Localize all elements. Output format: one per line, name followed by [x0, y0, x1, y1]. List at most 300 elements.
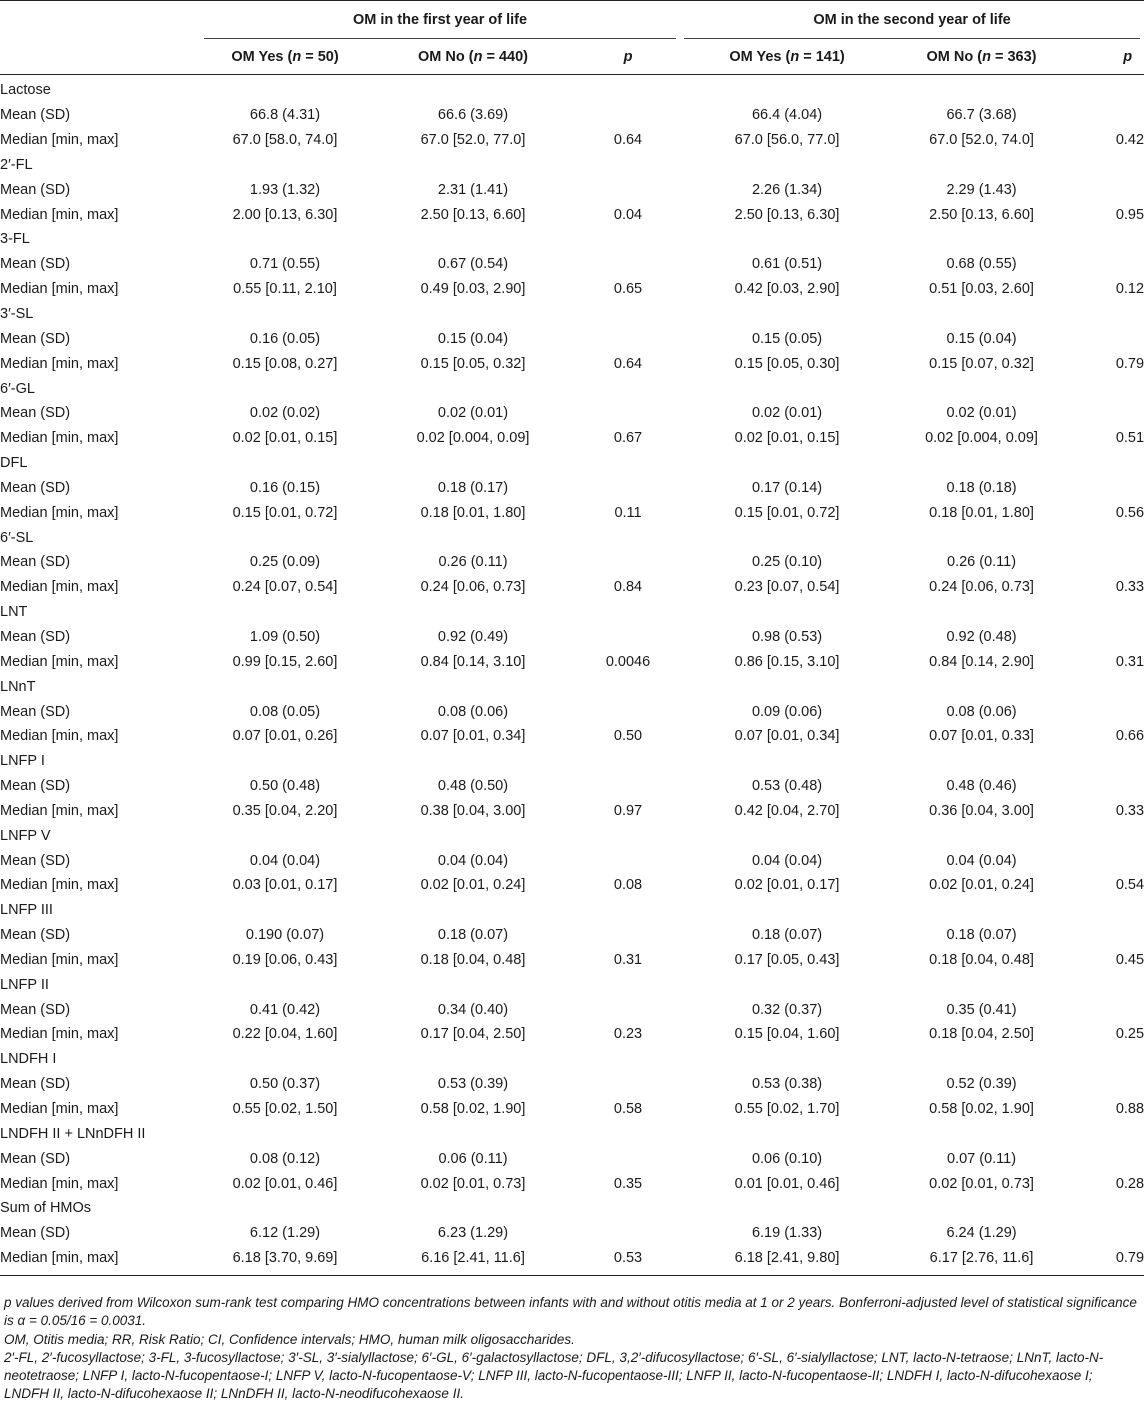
cell-p-year1: 0.35 — [613, 1175, 643, 1192]
mean-label: Mean (SD) — [0, 107, 71, 124]
cell-om-yes-year1: 67.0 [58.0, 74.0] — [232, 132, 338, 149]
cell-p-year2 — [1069, 177, 1144, 202]
cell-om-no-year1: 0.48 (0.50) — [437, 778, 509, 795]
median-label: Median [min, max] — [0, 1101, 119, 1118]
col-header-om-yes-1: OM Yes (n = 50) — [231, 48, 339, 65]
table-row — [0, 75, 1144, 103]
cell-om-yes-year1: 0.08 (0.05) — [249, 703, 321, 720]
cell-om-no-year2: 0.18 (0.07) — [946, 927, 1017, 944]
table-row — [0, 873, 1144, 898]
cell-om-yes-year2: 0.04 (0.04) — [751, 852, 823, 869]
cell-om-yes-year2: 0.15 [0.05, 0.30] — [734, 355, 840, 372]
cell-om-no-year1: 0.67 (0.54) — [437, 256, 509, 273]
cell-om-no-year2: 0.26 (0.11) — [947, 554, 1017, 571]
cell-p-year1: 0.11 — [614, 504, 642, 521]
table-row — [0, 128, 1144, 153]
table-row — [0, 302, 1144, 327]
mean-label: Mean (SD) — [0, 1150, 71, 1167]
table-row — [0, 1196, 1144, 1221]
cell-p-year1 — [576, 252, 680, 277]
col-header-om-no-2: OM No (n = 363) — [926, 48, 1037, 65]
cell-om-yes-year2: 0.07 [0.01, 0.34] — [734, 728, 840, 745]
cell-om-yes-year2: 0.15 (0.05) — [751, 330, 823, 347]
cell-om-yes-year2: 0.15 [0.01, 0.72] — [734, 504, 840, 521]
cell-p-year1: 0.58 — [613, 1101, 643, 1118]
table-row — [0, 1121, 1144, 1146]
cell-om-no-year1: 0.02 [0.004, 0.09] — [416, 430, 530, 447]
cell-om-no-year2: 6.17 [2.76, 11.6] — [894, 1246, 1069, 1275]
cell-om-no-year1: 0.38 [0.04, 3.00] — [420, 802, 526, 819]
cell-p-year1: 0.08 — [613, 877, 643, 894]
header-blank-2 — [0, 39, 200, 75]
cell-p-year2 — [1069, 1146, 1144, 1171]
table-row — [0, 1072, 1144, 1097]
cell-p-year2 — [1069, 103, 1144, 128]
table-row — [0, 1246, 1144, 1275]
cell-om-yes-year2: 2.50 [0.13, 6.30] — [734, 206, 840, 223]
cell-p-year2 — [1069, 699, 1144, 724]
cell-p-year2 — [1069, 848, 1144, 873]
table-row — [0, 649, 1144, 674]
table-body — [0, 75, 1144, 1276]
cell-om-no-year2: 0.18 [0.04, 0.48] — [929, 951, 1034, 968]
analyte-name: 3-FL — [0, 231, 30, 248]
table-row — [0, 277, 1144, 302]
cell-p-year1: 0.50 — [613, 728, 643, 745]
median-label: Median [min, max] — [0, 653, 119, 670]
cell-p-year2: 0.88 — [1115, 1101, 1144, 1118]
cell-p-year1 — [576, 625, 680, 650]
cell-p-year2: 0.28 — [1115, 1175, 1144, 1192]
cell-om-yes-year1: 0.02 (0.02) — [249, 405, 321, 422]
median-label: Median [min, max] — [0, 1246, 200, 1275]
cell-om-yes-year2: 0.18 (0.07) — [751, 927, 823, 944]
cell-p-year1: 0.65 — [613, 281, 643, 298]
cell-om-yes-year1: 6.18 [3.70, 9.69] — [200, 1246, 370, 1275]
median-label: Median [min, max] — [0, 206, 119, 223]
mean-label: Mean (SD) — [0, 405, 71, 422]
median-label: Median [min, max] — [0, 802, 119, 819]
table-row — [0, 1171, 1144, 1196]
cell-om-yes-year2: 0.01 [0.01, 0.46] — [734, 1175, 840, 1192]
cell-om-yes-year1: 0.15 [0.01, 0.72] — [232, 504, 338, 521]
cell-om-no-year1: 0.53 (0.39) — [437, 1076, 509, 1093]
cell-p-year2 — [1069, 326, 1144, 351]
mean-label: Mean (SD) — [0, 181, 71, 198]
cell-p-year2 — [1069, 401, 1144, 426]
cell-om-yes-year1: 2.00 [0.13, 6.30] — [232, 206, 338, 223]
cell-p-year2: 0.56 — [1115, 504, 1144, 521]
cell-om-yes-year2: 0.06 (0.10) — [751, 1150, 823, 1167]
mean-label: Mean (SD) — [0, 256, 71, 273]
footnote-hmo-definitions: 2′-FL, 2′-fucosyllactose; 3-FL, 3-fucosyllactose; 3′-SL, 3′-sialyllactose; 6′-GL, 6′-galactosyllactose; DFL, 3,2′-difucosyllactose; 6′-SL, 6′-sialyllactose; LNT, lacto-N-tetraose; LNnT, lacto-N-neotetraose; LNFP I, lacto-N-fucopentaose-I; LNFP V, lacto-N-fucopentaose-V; LNFP III, lacto-N-fucopentaose-III; LNFP II, lacto-N-fucopentaose-II; LNDFH I, lacto-N-difucohexaose I; LNDFH II, lacto-N-difucohexaose II; LNnDFH II, lacto-N-neodifucohexaose II. — [4, 1349, 1104, 1402]
cell-p-year1 — [576, 699, 680, 724]
table-row — [0, 1221, 1144, 1246]
cell-om-no-year2: 0.18 [0.04, 2.50] — [929, 1026, 1034, 1043]
cell-p-year2: 0.66 — [1115, 728, 1144, 745]
cell-om-no-year1: 0.49 [0.03, 2.90] — [420, 281, 526, 298]
cell-om-yes-year2: 6.18 [2.41, 9.80] — [680, 1246, 894, 1275]
table-row — [0, 923, 1144, 948]
table-row — [0, 823, 1144, 848]
cell-om-no-year1: 66.6 (3.69) — [437, 107, 509, 124]
median-label: Median [min, max] — [0, 281, 119, 298]
cell-p-year2 — [1069, 625, 1144, 650]
cell-p-year1: 0.31 — [613, 951, 643, 968]
analyte-name: LNFP V — [0, 827, 51, 844]
table-row — [0, 600, 1144, 625]
cell-om-no-year2: 0.08 (0.06) — [946, 703, 1017, 720]
table-row — [0, 724, 1144, 749]
cell-p-year2 — [1069, 550, 1144, 575]
cell-p-year2 — [1069, 774, 1144, 799]
table-row — [0, 525, 1144, 550]
table-row — [0, 972, 1144, 997]
table-row — [0, 1097, 1144, 1122]
cell-p-year1 — [576, 1146, 680, 1171]
cell-om-no-year1: 0.02 (0.01) — [437, 405, 509, 422]
analyte-name: 3′-SL — [0, 306, 34, 323]
cell-om-yes-year1: 1.09 (0.50) — [249, 628, 321, 645]
cell-p-year1 — [576, 326, 680, 351]
cell-p-year2: 0.12 — [1115, 281, 1144, 298]
analyte-name: LNDFH I — [0, 1051, 57, 1068]
cell-p-year1: 0.53 — [576, 1246, 680, 1275]
cell-om-no-year2: 0.18 [0.01, 1.80] — [929, 504, 1034, 521]
group-header-second-year: OM in the second year of life — [680, 1, 1144, 40]
table-row — [0, 1022, 1144, 1047]
table-row — [0, 898, 1144, 923]
cell-om-yes-year1: 0.03 [0.01, 0.17] — [232, 877, 338, 894]
mean-label: Mean (SD) — [0, 778, 71, 795]
cell-om-yes-year1: 6.12 (1.29) — [249, 1225, 321, 1242]
analyte-name: DFL — [0, 455, 28, 472]
cell-p-year1 — [576, 774, 680, 799]
cell-p-year2 — [1069, 476, 1144, 501]
mean-label: Mean (SD) — [0, 628, 71, 645]
cell-om-yes-year2: 0.86 [0.15, 3.10] — [734, 653, 840, 670]
median-label: Median [min, max] — [0, 1175, 119, 1192]
cell-p-year1: 0.84 — [613, 579, 643, 596]
cell-om-no-year2: 0.36 [0.04, 3.00] — [929, 802, 1034, 819]
col-header-om-yes-2: OM Yes (n = 141) — [729, 48, 845, 65]
cell-p-year2 — [1069, 1072, 1144, 1097]
table-row — [0, 699, 1144, 724]
cell-p-year1: 0.64 — [613, 355, 643, 372]
mean-label: Mean (SD) — [0, 479, 71, 496]
cell-om-no-year1: 0.24 [0.06, 0.73] — [420, 579, 526, 596]
cell-om-no-year2: 2.50 [0.13, 6.60] — [929, 206, 1034, 223]
cell-om-yes-year2: 2.26 (1.34) — [751, 181, 823, 198]
cell-om-no-year1: 67.0 [52.0, 77.0] — [420, 132, 526, 149]
mean-label: Mean (SD) — [0, 927, 71, 944]
cell-om-no-year2: 0.24 [0.06, 0.73] — [929, 579, 1034, 596]
table-row — [0, 476, 1144, 501]
footnote-p-values: p values derived from Wilcoxon sum-rank test comparing HMO concentrations between infants with and without otitis media at 1 or 2 years. Bonferroni-adjusted level of statistical significance is α = 0.05/16 = 0.0031. — [4, 1295, 1137, 1329]
cell-om-no-year1: 2.31 (1.41) — [437, 181, 509, 198]
analyte-name: Lactose — [0, 82, 51, 99]
cell-om-no-year1: 0.26 (0.11) — [438, 554, 508, 571]
analyte-name: 2′-FL — [0, 156, 33, 173]
mean-label: Mean (SD) — [0, 554, 71, 571]
cell-om-yes-year1: 0.71 (0.55) — [249, 256, 321, 273]
table-row — [0, 103, 1144, 128]
cell-p-year1: 0.04 — [613, 206, 643, 223]
mean-label: Mean (SD) — [0, 1001, 71, 1018]
cell-om-no-year1: 0.15 [0.05, 0.32] — [420, 355, 526, 372]
median-label: Median [min, max] — [0, 728, 119, 745]
cell-p-year1: 0.0046 — [605, 653, 651, 670]
analyte-name: LNFP I — [0, 753, 45, 770]
cell-p-year2: 0.54 — [1115, 877, 1144, 894]
cell-om-no-year2: 0.35 (0.41) — [946, 1001, 1017, 1018]
table-footnotes — [4, 1294, 1140, 1404]
group-header-first-year: OM in the first year of life — [200, 1, 680, 40]
cell-om-no-year2: 2.29 (1.43) — [946, 181, 1017, 198]
cell-p-year1 — [576, 997, 680, 1022]
cell-p-year1 — [576, 923, 680, 948]
cell-p-year2: 0.79 — [1069, 1246, 1144, 1275]
cell-om-yes-year1: 0.15 [0.08, 0.27] — [232, 355, 338, 372]
cell-om-no-year2: 6.24 (1.29) — [946, 1225, 1017, 1242]
cell-om-no-year2: 67.0 [52.0, 74.0] — [929, 132, 1034, 149]
median-label: Median [min, max] — [0, 579, 119, 596]
col-header-p-1: p — [623, 48, 633, 65]
cell-p-year2 — [1069, 923, 1144, 948]
cell-om-no-year2: 66.7 (3.68) — [946, 107, 1017, 124]
cell-om-yes-year2: 0.09 (0.06) — [751, 703, 823, 720]
cell-om-no-year1: 0.02 [0.01, 0.73] — [420, 1175, 526, 1192]
table-row — [0, 749, 1144, 774]
analyte-name: LNFP II — [0, 976, 49, 993]
cell-om-yes-year1: 0.19 [0.06, 0.43] — [232, 951, 338, 968]
cell-om-no-year2: 0.92 (0.48) — [946, 628, 1017, 645]
cell-om-no-year1: 0.18 [0.04, 0.48] — [420, 951, 526, 968]
cell-om-yes-year2: 0.53 (0.48) — [751, 778, 823, 795]
cell-om-no-year1: 2.50 [0.13, 6.60] — [420, 206, 526, 223]
cell-om-no-year1: 0.58 [0.02, 1.90] — [420, 1101, 526, 1118]
table-row — [0, 1146, 1144, 1171]
cell-p-year2: 0.42 — [1115, 132, 1144, 149]
cell-om-no-year1: 0.18 [0.01, 1.80] — [420, 504, 526, 521]
cell-om-yes-year1: 0.35 [0.04, 2.20] — [232, 802, 338, 819]
cell-om-no-year1: 0.34 (0.40) — [437, 1001, 509, 1018]
cell-p-year1: 0.97 — [613, 802, 643, 819]
cell-om-yes-year2: 0.55 [0.02, 1.70] — [734, 1101, 840, 1118]
cell-om-yes-year2: 0.02 [0.01, 0.15] — [734, 430, 840, 447]
cell-om-no-year2: 0.58 [0.02, 1.90] — [929, 1101, 1034, 1118]
cell-om-yes-year1: 1.93 (1.32) — [249, 181, 321, 198]
median-label: Median [min, max] — [0, 355, 119, 372]
cell-om-no-year2: 0.52 (0.39) — [946, 1076, 1017, 1093]
cell-om-yes-year1: 66.8 (4.31) — [249, 107, 321, 124]
median-label: Median [min, max] — [0, 430, 119, 447]
cell-p-year2 — [1069, 1221, 1144, 1246]
cell-p-year2 — [1069, 252, 1144, 277]
table-row — [0, 202, 1144, 227]
table-row — [0, 575, 1144, 600]
median-label: Median [min, max] — [0, 132, 119, 149]
cell-p-year2: 0.51 — [1115, 430, 1144, 447]
cell-om-no-year1: 0.08 (0.06) — [437, 703, 509, 720]
mean-label: Mean (SD) — [0, 852, 71, 869]
cell-p-year2: 0.33 — [1115, 579, 1144, 596]
cell-p-year1 — [576, 476, 680, 501]
table-row — [0, 177, 1144, 202]
cell-om-no-year1: 6.23 (1.29) — [437, 1225, 509, 1242]
cell-p-year2: 0.95 — [1115, 206, 1144, 223]
cell-om-yes-year2: 0.98 (0.53) — [751, 628, 823, 645]
cell-om-yes-year2: 0.17 [0.05, 0.43] — [734, 951, 840, 968]
cell-om-yes-year1: 0.41 (0.42) — [249, 1001, 321, 1018]
table-row — [0, 426, 1144, 451]
cell-om-yes-year1: 0.55 [0.02, 1.50] — [232, 1101, 338, 1118]
cell-om-yes-year2: 6.19 (1.33) — [751, 1225, 823, 1242]
footnote-abbreviations: OM, Otitis media; RR, Risk Ratio; CI, Confidence intervals; HMO, human milk oligosaccharides. — [4, 1331, 575, 1347]
table-row — [0, 948, 1144, 973]
cell-om-yes-year2: 0.15 [0.04, 1.60] — [734, 1026, 840, 1043]
cell-om-yes-year2: 0.02 [0.01, 0.17] — [734, 877, 840, 894]
table-row — [0, 798, 1144, 823]
cell-om-yes-year1: 0.24 [0.07, 0.54] — [232, 579, 338, 596]
table-row — [0, 500, 1144, 525]
cell-om-yes-year2: 0.17 (0.14) — [751, 479, 823, 496]
cell-om-yes-year1: 0.99 [0.15, 2.60] — [232, 653, 338, 670]
cell-om-no-year1: 0.84 [0.14, 3.10] — [420, 653, 526, 670]
table-row — [0, 227, 1144, 252]
cell-om-yes-year2: 0.25 (0.10) — [751, 554, 823, 571]
cell-p-year1 — [576, 1072, 680, 1097]
cell-p-year1: 0.64 — [613, 132, 643, 149]
cell-om-yes-year2: 66.4 (4.04) — [751, 107, 823, 124]
table-row — [0, 376, 1144, 401]
cell-om-no-year1: 0.02 [0.01, 0.24] — [420, 877, 526, 894]
cell-p-year2: 0.31 — [1115, 653, 1144, 670]
cell-om-yes-year1: 0.50 (0.48) — [249, 778, 321, 795]
cell-om-yes-year1: 0.50 (0.37) — [249, 1076, 321, 1093]
table-row — [0, 1047, 1144, 1072]
median-label: Median [min, max] — [0, 504, 119, 521]
table-row — [0, 774, 1144, 799]
cell-om-yes-year1: 0.190 (0.07) — [245, 927, 325, 944]
cell-om-no-year2: 0.68 (0.55) — [946, 256, 1017, 273]
cell-om-no-year2: 0.07 [0.01, 0.33] — [929, 728, 1034, 745]
mean-label: Mean (SD) — [0, 1225, 71, 1242]
cell-p-year1: 0.23 — [613, 1026, 643, 1043]
cell-om-yes-year1: 0.16 (0.15) — [249, 479, 321, 496]
cell-p-year2: 0.45 — [1115, 951, 1144, 968]
median-label: Median [min, max] — [0, 951, 119, 968]
cell-om-no-year1: 0.04 (0.04) — [437, 852, 509, 869]
cell-om-no-year2: 0.15 [0.07, 0.32] — [929, 355, 1034, 372]
cell-om-yes-year2: 0.53 (0.38) — [751, 1076, 823, 1093]
cell-p-year1 — [576, 848, 680, 873]
cell-p-year2: 0.33 — [1115, 802, 1144, 819]
table-row — [0, 401, 1144, 426]
col-header-om-no-1: OM No (n = 440) — [418, 48, 528, 65]
analyte-name: 6′-SL — [0, 529, 34, 546]
analyte-name: LNFP III — [0, 902, 53, 919]
table-row — [0, 625, 1144, 650]
cell-om-no-year2: 0.51 [0.03, 2.60] — [929, 281, 1034, 298]
table-row — [0, 326, 1144, 351]
table-row — [0, 848, 1144, 873]
cell-om-yes-year2: 67.0 [56.0, 77.0] — [734, 132, 840, 149]
cell-om-no-year1: 0.18 (0.17) — [437, 479, 509, 496]
cell-om-yes-year1: 0.07 [0.01, 0.26] — [232, 728, 338, 745]
cell-om-yes-year1: 0.02 [0.01, 0.46] — [232, 1175, 338, 1192]
cell-om-yes-year1: 0.55 [0.11, 2.10] — [233, 281, 337, 298]
cell-om-yes-year1: 0.22 [0.04, 1.60] — [232, 1026, 338, 1043]
table-row — [0, 550, 1144, 575]
cell-om-yes-year2: 0.23 [0.07, 0.54] — [734, 579, 840, 596]
cell-om-yes-year2: 0.42 [0.03, 2.90] — [734, 281, 840, 298]
table-row — [0, 351, 1144, 376]
cell-om-no-year2: 0.07 (0.11) — [947, 1150, 1017, 1167]
median-label: Median [min, max] — [0, 1026, 119, 1043]
cell-om-no-year2: 0.02 [0.01, 0.24] — [929, 877, 1034, 894]
cell-om-no-year2: 0.15 (0.04) — [946, 330, 1017, 347]
cell-om-yes-year2: 0.61 (0.51) — [751, 256, 823, 273]
cell-om-no-year2: 0.84 [0.14, 2.90] — [929, 653, 1034, 670]
median-label: Median [min, max] — [0, 877, 119, 894]
cell-p-year1 — [576, 103, 680, 128]
cell-om-yes-year2: 0.42 [0.04, 2.70] — [734, 802, 840, 819]
table-row — [0, 153, 1144, 178]
cell-om-no-year2: 0.02 [0.01, 0.73] — [929, 1175, 1034, 1192]
cell-om-no-year2: 0.18 (0.18) — [946, 479, 1017, 496]
cell-p-year1 — [576, 550, 680, 575]
mean-label: Mean (SD) — [0, 330, 71, 347]
analyte-name: LNnT — [0, 678, 36, 695]
cell-om-no-year1: 0.18 (0.07) — [437, 927, 509, 944]
cell-om-yes-year1: 0.04 (0.04) — [249, 852, 321, 869]
cell-om-yes-year1: 0.08 (0.12) — [249, 1150, 321, 1167]
cell-p-year2 — [1069, 997, 1144, 1022]
cell-p-year1 — [576, 401, 680, 426]
cell-om-yes-year2: 0.02 (0.01) — [751, 405, 823, 422]
cell-p-year2: 0.79 — [1115, 355, 1144, 372]
cell-om-no-year2: 0.04 (0.04) — [946, 852, 1017, 869]
mean-label: Mean (SD) — [0, 703, 71, 720]
table-row — [0, 252, 1144, 277]
cell-om-yes-year1: 0.25 (0.09) — [249, 554, 321, 571]
table-row — [0, 997, 1144, 1022]
col-header-p-2: p — [1123, 48, 1133, 65]
analyte-name: LNDFH II + LNnDFH II — [0, 1125, 146, 1142]
cell-p-year1 — [576, 1221, 680, 1246]
header-blank — [0, 1, 200, 40]
cell-p-year2: 0.25 — [1115, 1026, 1144, 1043]
cell-om-no-year2: 0.02 [0.004, 0.09] — [925, 430, 1038, 447]
cell-om-no-year2: 0.02 (0.01) — [946, 405, 1017, 422]
analyte-name: Sum of HMOs — [0, 1200, 92, 1217]
analyte-name: LNT — [0, 604, 28, 621]
cell-om-yes-year1: 0.02 [0.01, 0.15] — [232, 430, 338, 447]
cell-om-yes-year2: 0.32 (0.37) — [751, 1001, 823, 1018]
table-row — [0, 451, 1144, 476]
analyte-name: 6′-GL — [0, 380, 35, 397]
cell-om-no-year1: 6.16 [2.41, 11.6] — [370, 1246, 576, 1275]
cell-p-year1 — [576, 177, 680, 202]
cell-om-yes-year1: 0.16 (0.05) — [249, 330, 321, 347]
mean-label: Mean (SD) — [0, 1076, 71, 1093]
table-row — [0, 674, 1144, 699]
cell-om-no-year1: 0.06 (0.11) — [438, 1150, 508, 1167]
cell-p-year1: 0.67 — [613, 430, 643, 447]
cell-om-no-year1: 0.17 [0.04, 2.50] — [420, 1026, 526, 1043]
cell-om-no-year1: 0.92 (0.49) — [437, 628, 509, 645]
